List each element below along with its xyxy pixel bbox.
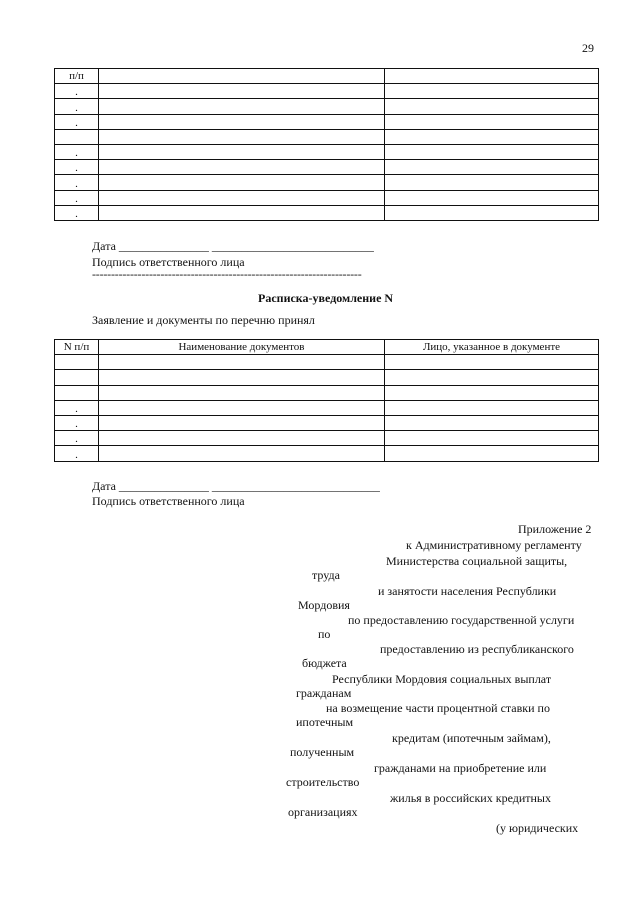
table-cell: [385, 385, 599, 400]
table-header-row: [55, 69, 599, 84]
appendix-line: бюджета: [302, 656, 347, 670]
receipt-documents-table: [54, 339, 599, 462]
appendix-line: организациях: [288, 805, 358, 819]
row-number-cell: .: [55, 144, 99, 159]
receipt-date-line: Дата _______________ ____________________________: [92, 479, 380, 493]
table-cell: [385, 355, 599, 370]
appendix-line: и занятости населения Республики: [378, 584, 557, 598]
appendix-line: (у юридических: [496, 821, 579, 835]
appendix-line: Министерства социальной защиты,: [386, 554, 568, 568]
row-number-cell: .: [55, 190, 99, 205]
table-cell: [385, 370, 599, 385]
table-cell: [99, 446, 385, 461]
table-row: [55, 114, 599, 129]
row-number-cell: .: [55, 160, 99, 175]
appendix-line: по: [318, 627, 331, 641]
row-number-cell: [55, 370, 99, 385]
table-header-cell: п/п: [55, 69, 99, 84]
appendix-line: Республики Мордовия социальных выплат: [332, 672, 552, 686]
table-cell: [385, 114, 599, 129]
column-header-person: Лицо, указанное в документе: [385, 340, 599, 355]
table-row: [55, 205, 599, 220]
receipt-signature-line: Подпись ответственного лица: [92, 494, 245, 508]
table-cell: [99, 415, 385, 430]
table-row: [55, 160, 599, 175]
table-cell: [99, 190, 385, 205]
row-number-cell: [55, 129, 99, 144]
receipt-intro: Заявление и документы по перечню принял: [92, 313, 315, 327]
table-header-cell: [99, 69, 385, 84]
table-cell: [385, 144, 599, 159]
table-row: [55, 175, 599, 190]
table-cell: [99, 99, 385, 114]
table-cell: [385, 400, 599, 415]
table-row: [55, 84, 599, 99]
table-row: [55, 431, 599, 446]
table-row: [55, 385, 599, 400]
appendix-line: строительство: [286, 775, 360, 789]
appendix-line: по предоставлению государственной услуги: [348, 613, 575, 627]
table-cell: [385, 205, 599, 220]
table-cell: [385, 84, 599, 99]
appendix-line: Мордовия: [298, 598, 350, 612]
row-number-cell: .: [55, 400, 99, 415]
row-number-cell: [55, 355, 99, 370]
table-cell: [385, 129, 599, 144]
appendix-line: предоставлению из республиканского: [380, 642, 574, 656]
table-header-row: [55, 340, 599, 355]
appendix-line: кредитам (ипотечным займам),: [392, 731, 551, 745]
receipt-title: Расписка-уведомление N: [258, 291, 394, 305]
date-line: Дата _______________ ___________________________: [92, 239, 374, 253]
table-cell: [99, 129, 385, 144]
table-cell: [385, 190, 599, 205]
appendix-line: к Административному регламенту: [406, 538, 582, 552]
appendix-line: гражданами на приобретение или: [374, 761, 547, 775]
table-row: [55, 99, 599, 114]
column-header-documents: Наименование документов: [99, 340, 385, 355]
appendix-line: полученным: [290, 745, 355, 759]
table-row: [55, 415, 599, 430]
row-number-cell: .: [55, 431, 99, 446]
table-cell: [385, 160, 599, 175]
table-cell: [99, 84, 385, 99]
row-number-cell: .: [55, 205, 99, 220]
table-cell: [385, 415, 599, 430]
table-row: [55, 129, 599, 144]
row-number-cell: .: [55, 84, 99, 99]
row-number-cell: [55, 385, 99, 400]
table-row: [55, 446, 599, 461]
column-header-number: N п/п: [55, 340, 99, 355]
table-cell: [99, 144, 385, 159]
table-cell: [99, 205, 385, 220]
signature-line: Подпись ответственного лица: [92, 255, 245, 269]
appendix-line: Приложение 2: [518, 522, 592, 536]
documents-table-top: [54, 68, 599, 221]
table-cell: [99, 370, 385, 385]
table-row: [55, 144, 599, 159]
table-cell: [99, 431, 385, 446]
cut-line: -----------------------------------------------------------------------: [92, 267, 362, 281]
row-number-cell: .: [55, 114, 99, 129]
row-number-cell: .: [55, 175, 99, 190]
table-row: [55, 400, 599, 415]
appendix-line: ипотечным: [296, 715, 354, 729]
appendix-line: на возмещение части процентной ставки по: [326, 701, 550, 715]
table-cell: [99, 114, 385, 129]
table-cell: [99, 175, 385, 190]
table-cell: [385, 431, 599, 446]
row-number-cell: .: [55, 99, 99, 114]
table-cell: [385, 175, 599, 190]
table-cell: [99, 355, 385, 370]
table-row: [55, 190, 599, 205]
table-cell: [99, 385, 385, 400]
appendix-line: гражданам: [296, 686, 352, 700]
page-number: 29: [582, 41, 594, 55]
appendix-line: жилья в российских кредитных: [390, 791, 551, 805]
row-number-cell: .: [55, 446, 99, 461]
row-number-cell: .: [55, 415, 99, 430]
table-cell: [99, 160, 385, 175]
table-cell: [385, 446, 599, 461]
table-row: [55, 370, 599, 385]
table-row: [55, 355, 599, 370]
table-cell: [385, 99, 599, 114]
table-header-cell: [385, 69, 599, 84]
appendix-line: труда: [312, 568, 340, 582]
table-cell: [99, 400, 385, 415]
